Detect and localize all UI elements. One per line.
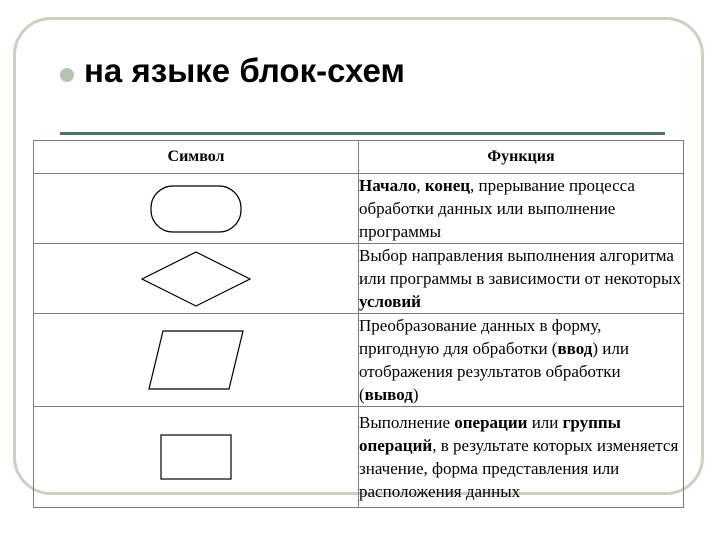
symbol-cell bbox=[34, 314, 359, 407]
header-symbol: Символ bbox=[34, 141, 359, 174]
symbol-cell bbox=[34, 174, 359, 244]
symbol-cell bbox=[34, 244, 359, 314]
symbol-cell bbox=[34, 407, 359, 508]
function-text: или bbox=[527, 413, 563, 432]
bullet-dot-icon bbox=[60, 68, 74, 82]
function-text-bold: Начало bbox=[359, 176, 417, 195]
title-underline bbox=[60, 132, 665, 135]
function-text: Выполнение bbox=[359, 413, 455, 432]
header-function: Функция bbox=[359, 141, 684, 174]
function-cell bbox=[359, 244, 684, 314]
table-header-row bbox=[34, 141, 684, 174]
function-text-bold: операции bbox=[454, 413, 528, 432]
table-row bbox=[34, 244, 684, 314]
function-cell bbox=[359, 174, 684, 244]
function-text-bold: конец bbox=[424, 176, 471, 195]
table-row bbox=[34, 407, 684, 508]
slide-title: на языке блок-схем bbox=[84, 52, 405, 89]
table-row bbox=[34, 314, 684, 407]
function-text-bold: условий bbox=[359, 292, 421, 311]
function-text-bold: ввод bbox=[557, 339, 593, 358]
function-text: ) или отображения результатов обработки ( bbox=[359, 339, 629, 404]
function-text: , прерывание процесса обработки данных или выполнение программы bbox=[359, 176, 635, 241]
function-text: Преобразование данных в форму, пригодную для обработки ( bbox=[359, 316, 602, 358]
flowchart-symbols-table bbox=[33, 140, 684, 508]
input-output-shape-icon bbox=[147, 329, 245, 391]
function-cell bbox=[359, 314, 684, 407]
decision-shape-icon bbox=[140, 250, 252, 308]
function-cell bbox=[359, 407, 684, 508]
function-text-bold: вывод bbox=[364, 385, 413, 404]
terminator-shape-icon bbox=[149, 184, 243, 234]
function-text: ) bbox=[412, 385, 419, 404]
process-shape-icon bbox=[159, 433, 233, 481]
function-text: , bbox=[416, 176, 425, 195]
function-text-bold: группы операций bbox=[359, 413, 621, 455]
function-text: , в результате которых изменяется значение, форма представления или расположения данных bbox=[359, 436, 679, 501]
table-row bbox=[34, 174, 684, 244]
function-text: Выбор направления выполнения алгоритма или программы в зависимости от некоторых bbox=[359, 246, 681, 288]
